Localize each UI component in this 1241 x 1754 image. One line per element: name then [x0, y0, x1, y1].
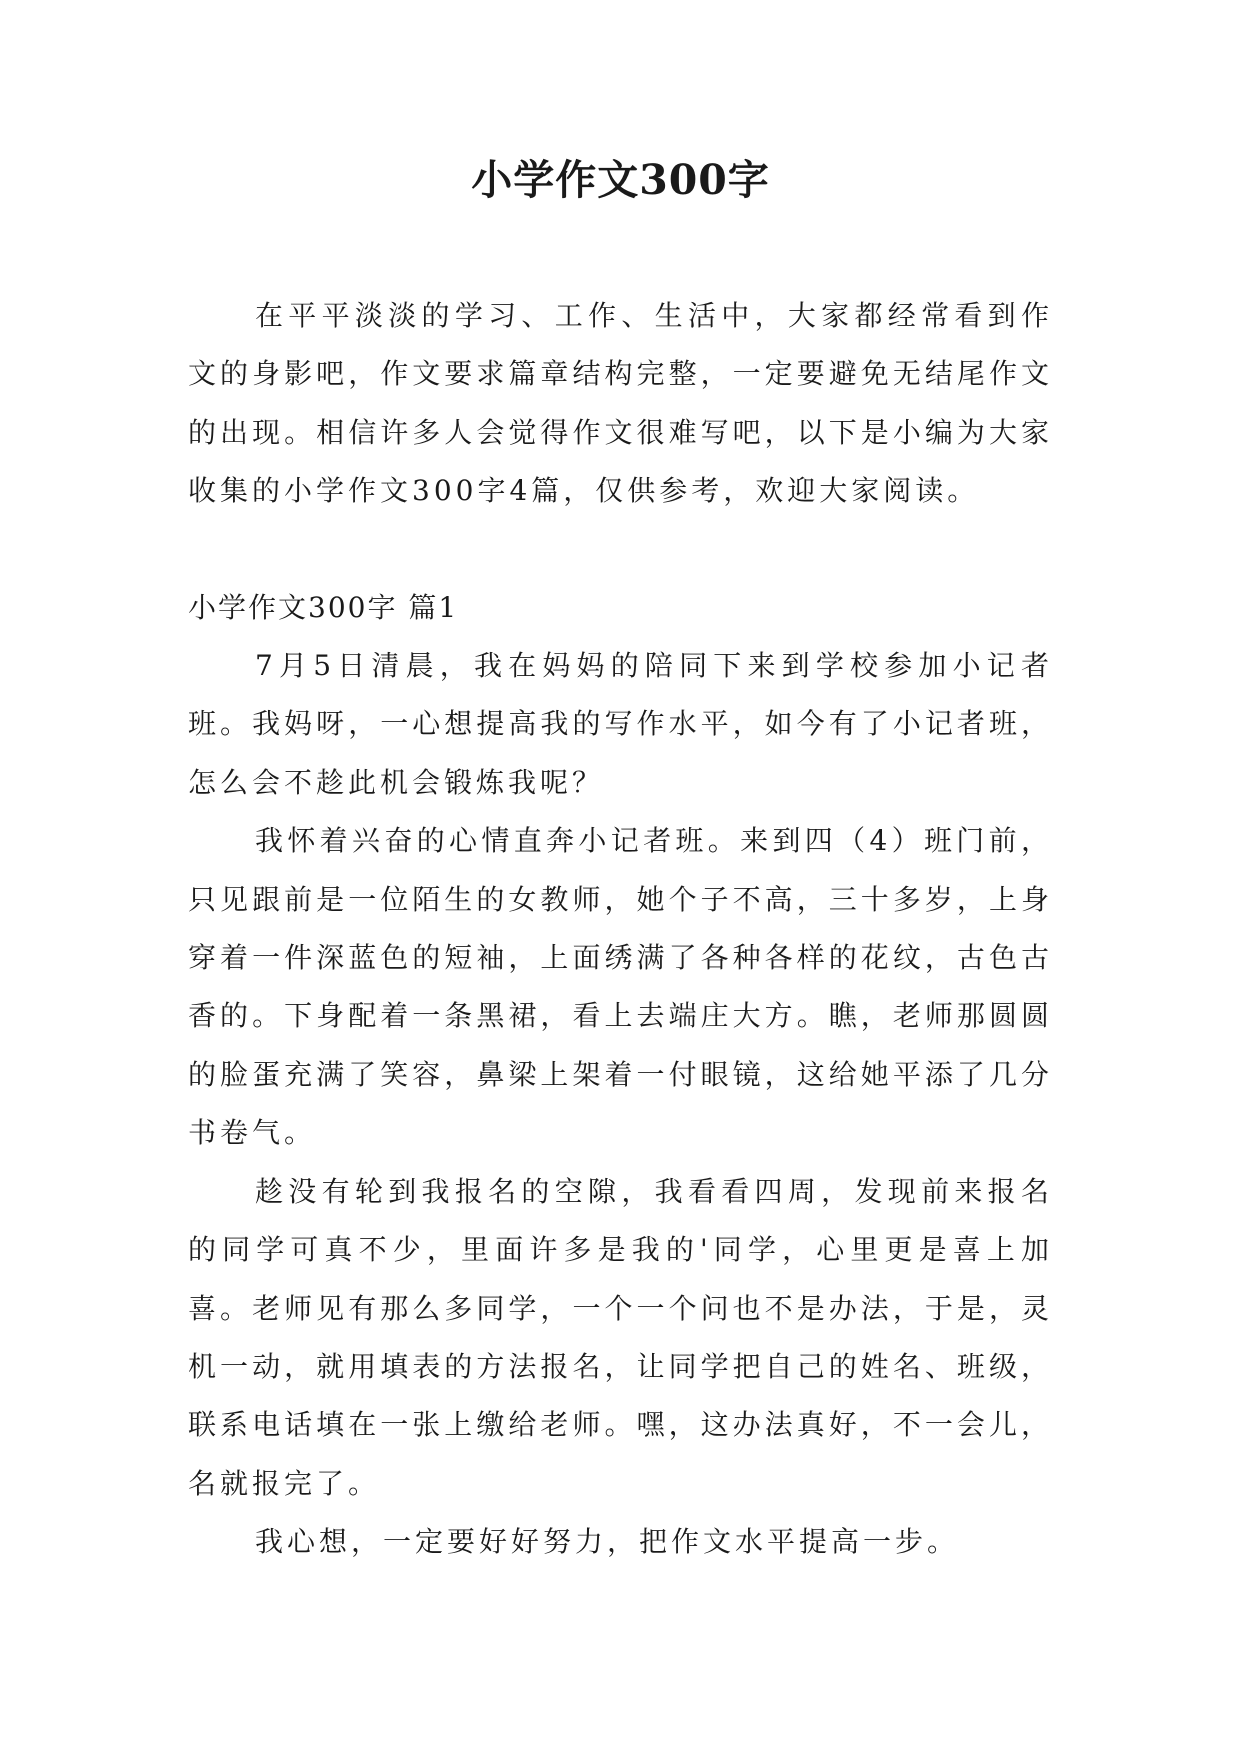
section-heading: 小学作文300字 篇1 [188, 590, 459, 624]
document-body [188, 287, 1053, 1572]
body-paragraph-3: 趁没有轮到我报名的空隙，我看看四周，发现前来报名的同学可真不少，里面许多是我的'同学，心里更是喜上加喜。老师见有那么多同学，一个一个问也不是办法，于是，灵机一动，就用填表的方法报名，让同学把自己的姓名、班级，联系电话填在一张上缴给老师。嘿，这办法真好，不一会儿，名就报完了。 [188, 1174, 1053, 1500]
intro-paragraph: 在平平淡淡的学习、工作、生活中，大家都经常看到作文的身影吧，作文要求篇章结构完整，一定要避免无结尾作文的出现。相信许多人会觉得作文很难写吧，以下是小编为大家收集的小学作文300字4篇，仅供参考，欢迎大家阅读。 [188, 299, 1053, 508]
body-paragraph-4: 我心想，一定要好好努力，把作文水平提高一步。 [255, 1525, 960, 1559]
body-paragraph-1: 7月5日清晨，我在妈妈的陪同下来到学校参加小记者班。我妈呀，一心想提高我的写作水平，如今有了小记者班，怎么会不趁此机会锻炼我呢？ [188, 649, 1053, 799]
document-title: 小学作文300字 [471, 156, 770, 204]
body-paragraph-2: 我怀着兴奋的心情直奔小记者班。来到四（4）班门前，只见跟前是一位陌生的女教师，她个子不高，三十多岁，上身穿着一件深蓝色的短袖，上面绣满了各种各样的花纹，古色古香的。下身配着一条黑裙，看上去端庄大方。瞧，老师那圆圆的脸蛋充满了笑容，鼻梁上架着一付眼镜，这给她平添了几分书卷气。 [188, 824, 1053, 1150]
section-spacer [188, 521, 1053, 579]
